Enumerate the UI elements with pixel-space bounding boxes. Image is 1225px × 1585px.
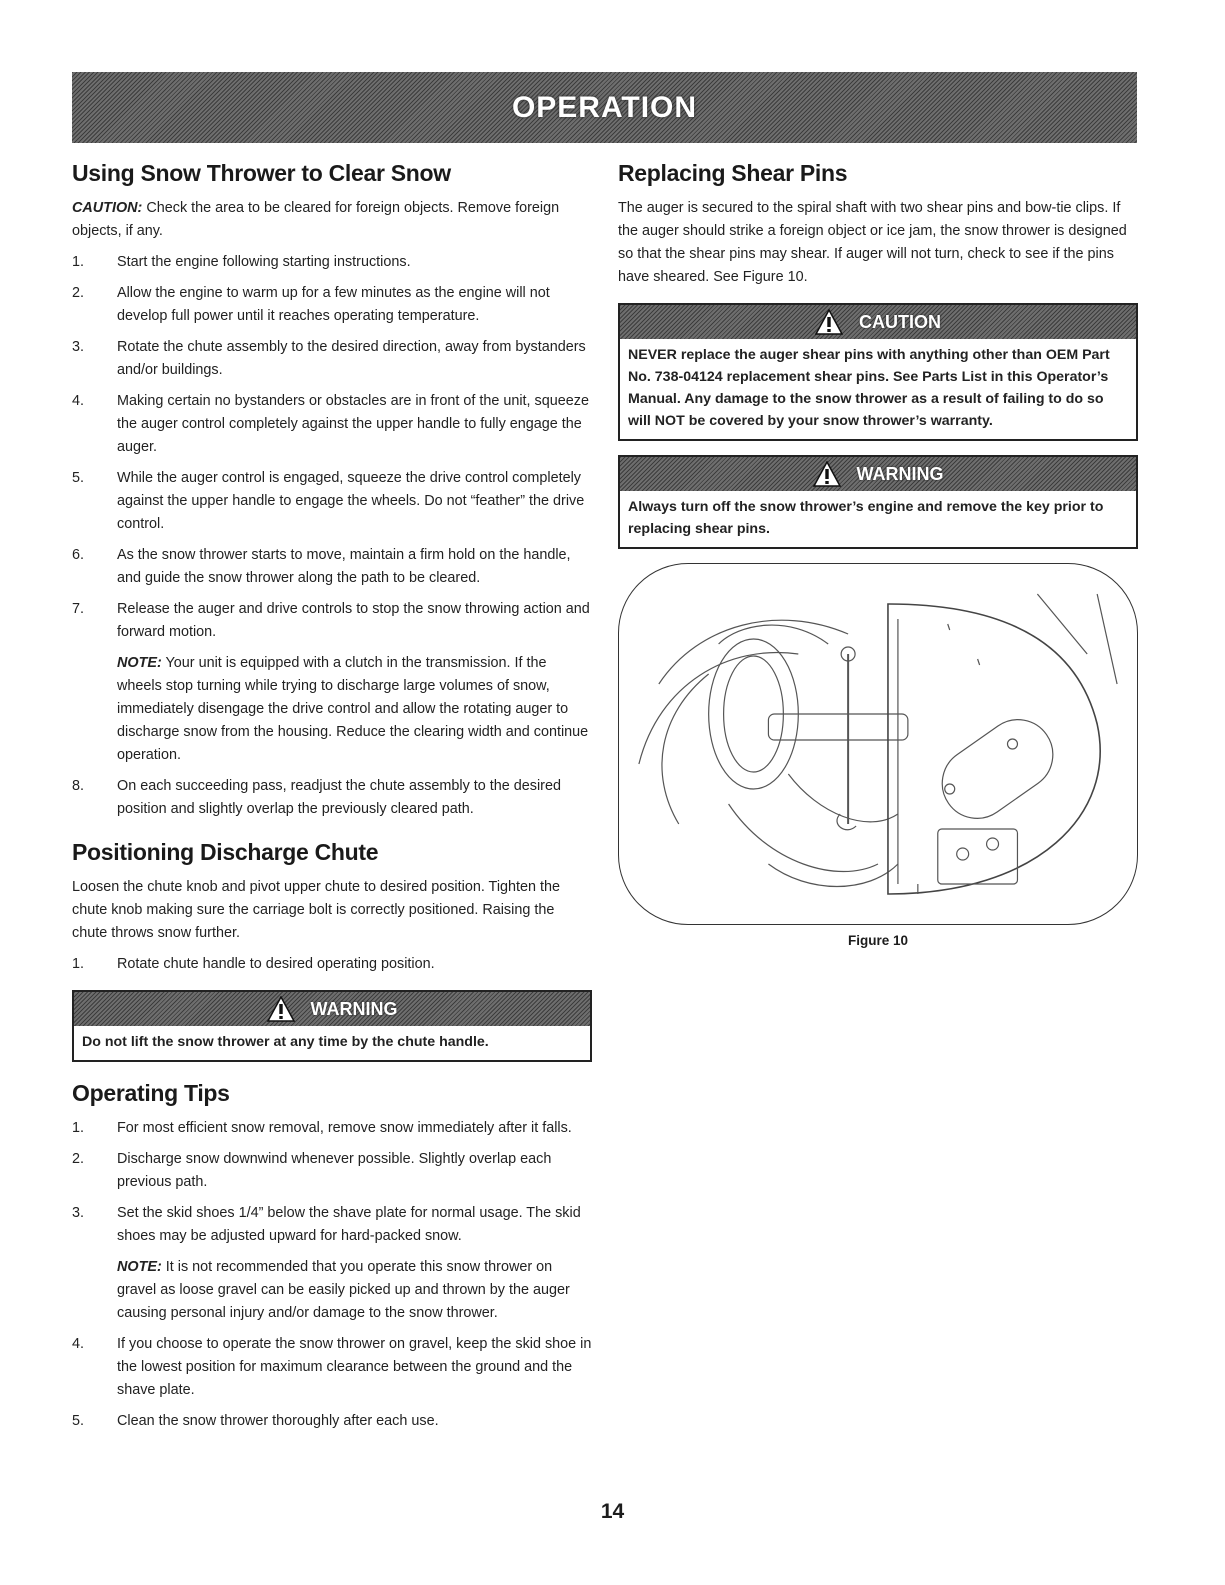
heading-operating-tips: Operating Tips xyxy=(72,1080,230,1106)
warning-header xyxy=(74,992,590,1026)
note-paragraph xyxy=(117,1256,592,1325)
warning-title: WARNING xyxy=(856,463,944,484)
caution-body xyxy=(620,339,1136,439)
shear-warning-box xyxy=(618,455,1138,549)
step-text: Discharge snow downwind whenever possible. Slightly overlap each previous path. xyxy=(117,1151,552,1190)
warning-triangle-icon xyxy=(815,309,843,335)
step-text: Rotate the chute assembly to the desired direction, away from bystanders and/or buildings. xyxy=(117,339,586,378)
step-text: On each succeeding pass, readjust the chute assembly to the desired position and slightly overlap the previously cleared path. xyxy=(117,778,561,817)
figure-10-illustration xyxy=(618,563,1138,925)
step-number: 3. xyxy=(72,339,85,355)
caution-paragraph xyxy=(72,197,592,243)
note-paragraph xyxy=(117,652,592,767)
tips-steps xyxy=(72,1117,592,1433)
right-column xyxy=(618,150,1138,948)
caution-box-text: NEVER replace the auger shear pins with anything other than OEM Part No. 738-04124 replacement shear pins. See Parts List in this Operator’s Manual. Any damage to the snow thrower as a result of failing to do so will NOT be covered by your snow thrower’s warranty. xyxy=(628,347,1110,429)
chute-paragraph: Loosen the chute knob and pivot upper chute to desired position. Tighten the chute knob making sure the carriage bolt is correctly positioned. Raising the chute throws snow further. xyxy=(72,879,561,941)
step-number: 4. xyxy=(72,1336,85,1352)
step-text: Start the engine following starting instructions. xyxy=(117,254,411,270)
note-text: It is not recommended that you operate this snow thrower on gravel as loose gravel can be easily picked up and thrown by the auger causing personal injury and/or damage to the snow thrower. xyxy=(117,1259,570,1321)
warning-body xyxy=(620,491,1136,547)
section-title: OPERATION xyxy=(511,90,698,124)
auger-shear-pin-drawing xyxy=(619,564,1137,924)
list-item xyxy=(72,544,592,590)
step-text: Clean the snow thrower thoroughly after each use. xyxy=(117,1413,439,1429)
note-text: Your unit is equipped with a clutch in the transmission. If the wheels stop turning while trying to discharge large volumes of snow, immediately disengage the drive control and allow the rotating auger to discharge snow from the housing. Reduce the clearing width and continue operation. xyxy=(117,655,589,763)
note-label: NOTE: xyxy=(117,1259,162,1275)
step-number: 6. xyxy=(72,547,85,563)
step-text: For most efficient snow removal, remove snow immediately after it falls. xyxy=(117,1120,572,1136)
step-number: 4. xyxy=(72,393,85,409)
list-item xyxy=(72,1148,592,1194)
step-number: 1. xyxy=(72,956,85,972)
section-banner xyxy=(72,72,1137,143)
list-item xyxy=(72,390,592,459)
step-text: If you choose to operate the snow thrower on gravel, keep the skid shoe in the lowest position for maximum clearance between the ground and the shave plate. xyxy=(117,1336,592,1398)
list-item xyxy=(72,953,592,976)
warning-header xyxy=(620,457,1136,491)
step-text: Release the auger and drive controls to stop the snow throwing action and forward motion. xyxy=(117,601,590,640)
warning-triangle-icon xyxy=(267,996,295,1022)
list-item xyxy=(72,1410,592,1433)
step-number: 3. xyxy=(72,1205,85,1221)
step-number: 2. xyxy=(72,1151,85,1167)
list-item xyxy=(72,1333,592,1402)
step-text: Making certain no bystanders or obstacles are in front of the unit, squeeze the auger control completely against the upper handle to fully engage the auger. xyxy=(117,393,589,455)
warning-title: WARNING xyxy=(310,998,398,1019)
heading-shear-pins: Replacing Shear Pins xyxy=(618,160,848,186)
warning-text: Do not lift the snow thrower at any time by the chute handle. xyxy=(82,1034,489,1050)
step-text: As the snow thrower starts to move, maintain a firm hold on the handle, and guide the snow thrower along the path to be cleared. xyxy=(117,547,571,586)
list-item xyxy=(72,336,592,382)
caution-title: CAUTION xyxy=(859,311,941,332)
step-number: 5. xyxy=(72,470,85,486)
list-item xyxy=(72,598,592,767)
caution-header xyxy=(620,305,1136,339)
step-number: 7. xyxy=(72,601,85,617)
step-number: 2. xyxy=(72,285,85,301)
shear-paragraph: The auger is secured to the spiral shaft with two shear pins and bow-tie clips. If the auger should strike a foreign object or ice jam, the snow thrower is designed so that the shear pins may shear. If auger will not turn, check to see if the pins have sheared. See Figure 10. xyxy=(618,200,1127,285)
caution-box xyxy=(618,303,1138,441)
step-text: Rotate chute handle to desired operating position. xyxy=(117,956,435,972)
clear-snow-steps xyxy=(72,251,592,821)
warning-body xyxy=(74,1026,590,1060)
heading-clear-snow: Using Snow Thrower to Clear Snow xyxy=(72,160,451,186)
step-text: Allow the engine to warm up for a few minutes as the engine will not develop full power until it reaches operating temperature. xyxy=(117,285,550,324)
figure-caption: Figure 10 xyxy=(847,933,909,948)
caution-text: Check the area to be cleared for foreign objects. Remove foreign objects, if any. xyxy=(72,200,560,239)
heading-discharge-chute: Positioning Discharge Chute xyxy=(72,839,379,865)
list-item xyxy=(72,282,592,328)
step-number: 1. xyxy=(72,1120,85,1136)
warning-triangle-icon xyxy=(813,461,841,487)
step-text: While the auger control is engaged, squeeze the drive control completely against the upper handle to engage the wheels. Do not “feather” the drive control. xyxy=(117,470,585,532)
step-number: 5. xyxy=(72,1413,85,1429)
caution-label: CAUTION: xyxy=(72,200,143,216)
note-label: NOTE: xyxy=(117,655,162,671)
list-item xyxy=(72,1202,592,1325)
chute-steps xyxy=(72,953,592,976)
page-number: 14 xyxy=(600,1500,625,1523)
warning-text: Always turn off the snow thrower’s engine and remove the key prior to replacing shear pins. xyxy=(628,499,1104,537)
list-item xyxy=(72,251,592,274)
chute-warning-box xyxy=(72,990,592,1062)
left-column xyxy=(72,150,592,1441)
step-text: Set the skid shoes 1/4” below the shave plate for normal usage. The skid shoes may be adjusted upward for hard-packed snow. xyxy=(117,1205,581,1244)
list-item xyxy=(72,775,592,821)
list-item xyxy=(72,467,592,536)
step-number: 8. xyxy=(72,778,85,794)
list-item xyxy=(72,1117,592,1140)
step-number: 1. xyxy=(72,254,85,270)
